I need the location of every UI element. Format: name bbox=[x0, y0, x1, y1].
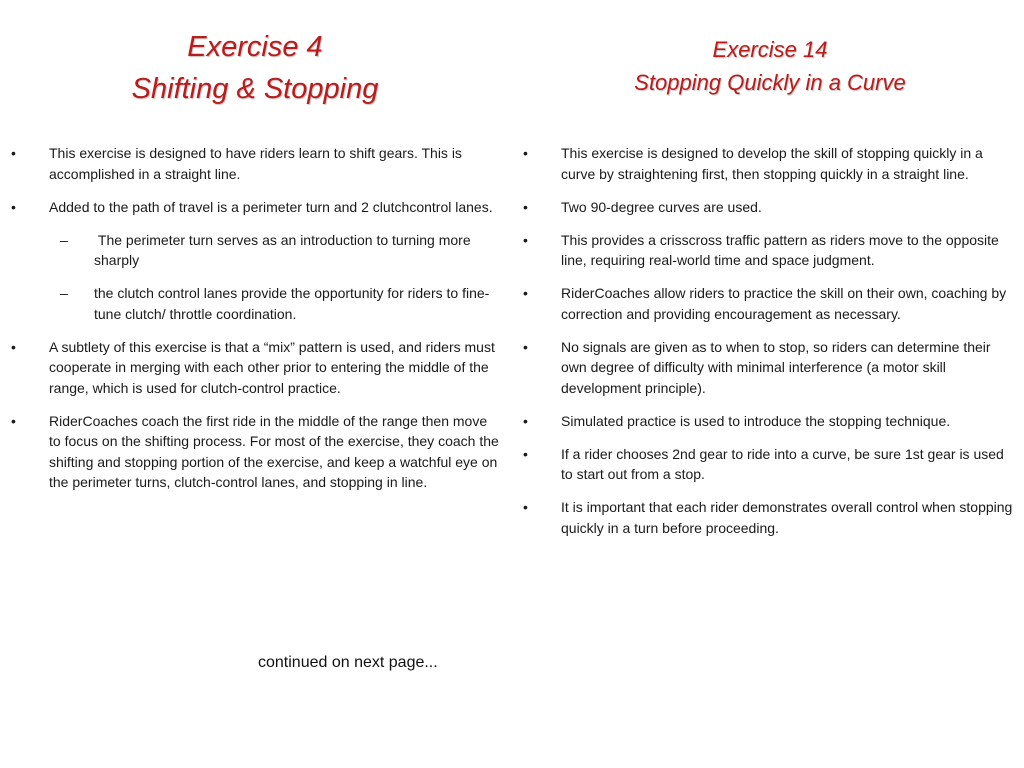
right-title-line1: Exercise 14 bbox=[712, 37, 828, 62]
bullet-marker: • bbox=[11, 338, 16, 355]
right-bullet-2 bbox=[512, 197, 1017, 218]
right-bullet-text: It is important that each rider demonstrates overall control when stopping quickly in a turn before proceeding. bbox=[561, 499, 1013, 536]
right-bullet-text: RiderCoaches allow riders to practice the skill on their own, coaching by correction and providing encouragement as necessary. bbox=[561, 285, 1007, 322]
bullet-marker: • bbox=[11, 145, 16, 161]
right-bullet-4 bbox=[512, 283, 1017, 324]
bullet-marker: • bbox=[11, 198, 16, 215]
right-bullet-text: Simulated practice is used to introduce the stopping technique. bbox=[561, 412, 951, 429]
bullet-marker: • bbox=[523, 412, 528, 429]
left-bullet-list bbox=[0, 143, 502, 505]
sub-bullet-marker: – bbox=[60, 285, 68, 301]
right-bullet-text: This provides a crisscross traffic pattern as riders move to the opposite line, requiring real-world time and space judgment. bbox=[561, 231, 999, 268]
right-bullet-1 bbox=[512, 143, 1017, 184]
right-bullet-list bbox=[512, 143, 1017, 551]
bullet-marker: • bbox=[11, 412, 16, 429]
right-bullet-7 bbox=[512, 444, 1017, 485]
left-bullet-text: A subtlety of this exercise is that a “mix” pattern is used, and riders must cooperate in merging with each other prior to entering the middle of the range, which is used for clutch-control practice. bbox=[49, 338, 495, 396]
left-sub-bullet-text: The perimeter turn serves as an introduction to turning more sharply bbox=[94, 231, 475, 268]
left-bullet-1 bbox=[0, 143, 502, 184]
right-bullet-text: This exercise is designed to develop the skill of stopping quickly in a curve by straightening first, then stopping quickly in a straight line. bbox=[561, 145, 983, 182]
left-title bbox=[40, 26, 470, 110]
right-bullet-text: Two 90-degree curves are used. bbox=[561, 198, 762, 215]
bullet-marker: • bbox=[523, 499, 528, 515]
bullet-marker: • bbox=[523, 445, 528, 462]
bullet-marker: • bbox=[523, 198, 528, 215]
left-sub-bullet-text: the clutch control lanes provide the opportunity for riders to fine-tune clutch/ throttle coordination. bbox=[94, 285, 490, 322]
continued-note: continued on next page... bbox=[258, 654, 438, 671]
left-bullet-3 bbox=[0, 337, 502, 399]
left-sub-bullet-2 bbox=[0, 283, 502, 324]
left-bullet-text: Added to the path of travel is a perimeter turn and 2 clutchcontrol lanes. bbox=[49, 198, 493, 215]
right-title-line2: Stopping Quickly in a Curve bbox=[634, 70, 906, 95]
right-bullet-5 bbox=[512, 337, 1017, 399]
bullet-marker: • bbox=[523, 338, 528, 355]
right-bullet-text: No signals are given as to when to stop, so riders can determine their own degree of difficulty with minimal interference (a motor skill development principle). bbox=[561, 338, 991, 396]
bullet-marker: • bbox=[523, 145, 528, 161]
right-bullet-text: If a rider chooses 2nd gear to ride into a curve, be sure 1st gear is used to start out from a stop. bbox=[561, 445, 1004, 482]
right-bullet-3 bbox=[512, 230, 1017, 271]
left-bullet-4 bbox=[0, 411, 502, 493]
right-bullet-8 bbox=[512, 497, 1017, 538]
right-bullet-6 bbox=[512, 411, 1017, 432]
left-bullet-text: This exercise is designed to have riders learn to shift gears. This is accomplished in a straight line. bbox=[49, 145, 462, 182]
left-bullet-text: RiderCoaches coach the first ride in the middle of the range then move to focus on the shifting process. For most of the exercise, they coach the shifting and stopping portion of the exercise, and keep a watchful eye on the perimeter turns, clutch-control lanes, and stopping in line. bbox=[49, 412, 499, 490]
bullet-marker: • bbox=[523, 285, 528, 301]
bullet-marker: • bbox=[523, 231, 528, 248]
right-title bbox=[560, 33, 980, 99]
left-title-line2: Shifting & Stopping bbox=[131, 73, 379, 105]
left-bullet-2 bbox=[0, 197, 502, 218]
left-title-line1: Exercise 4 bbox=[187, 31, 323, 63]
sub-bullet-marker: – bbox=[60, 231, 68, 248]
left-sub-bullet-1 bbox=[0, 230, 502, 271]
